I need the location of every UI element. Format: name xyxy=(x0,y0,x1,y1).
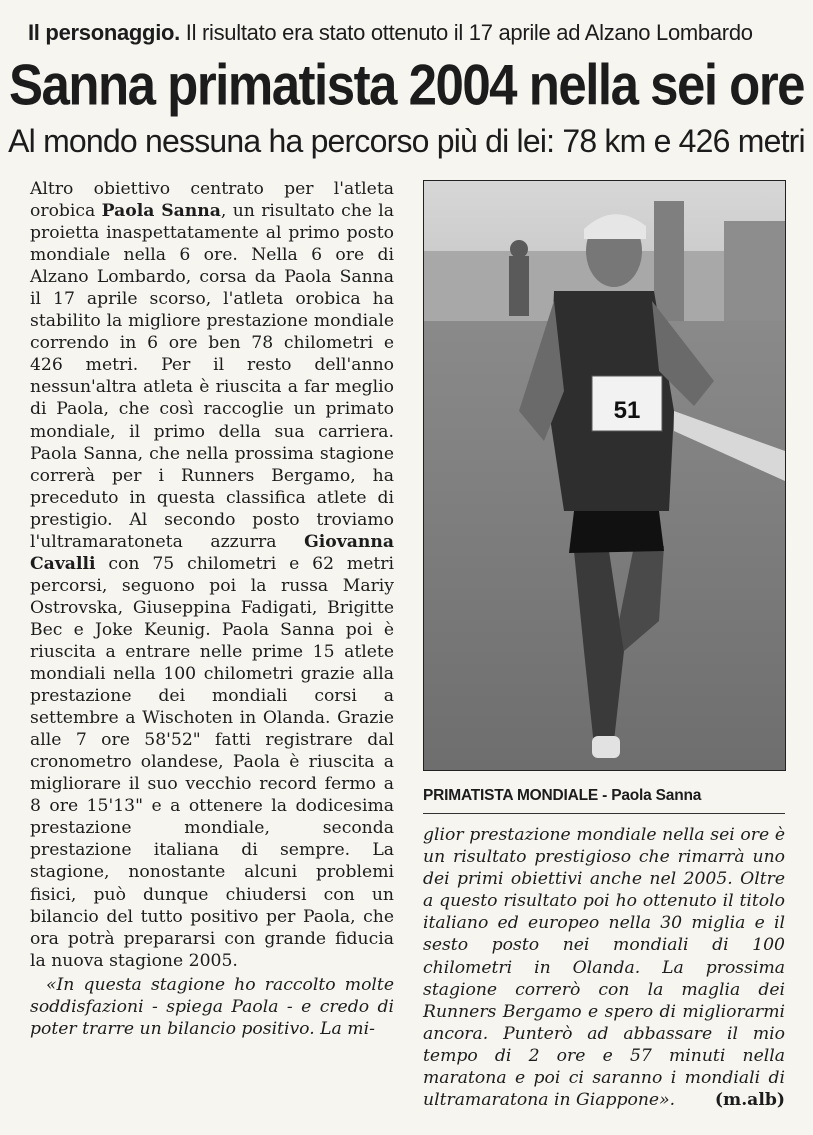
body-text: con 75 chilometri e 62 metri percorsi, seguono poi la russa Mariy Ostrovska, Giuseppina Fadigati, Brigitte Bec e Joke Keunig. Paola Sanna poi è riuscita a entrare nelle prime 15 atlete mondiali nella 100 chilometri grazie alla prestazione dei mondiali corsi a settembre a Wischoten in Olanda. Grazie alle 7 ore 58'52" fatti registrare dal cronometro olandese, Paola è riuscita a migliorare il suo vecchio record fermo a 8 ore 15'13" e a ottenere la dodicesima prestazione mondiale, seconda prestazione italiana di sempre. La stagione, nonostante alcuni problemi fisici, può dunque chiudersi con un bilancio del tutto positivo per Paola, che ora potrà prepararsi con grande fiducia la nuova stagione 2005. xyxy=(30,553,394,971)
quote-text: glior prestazione mondiale nella sei ore è un risultato prestigioso che rimarrà uno dei primi obiettivi anche nel 2005. Oltre a questo risultato poi ho ottenuto il titolo italiano ed europeo nella 30 miglia e il sesto posto nei mondiali di 100 chilometri in Olanda. La prossima stagione correrò con la maglia dei Runners Bergamo e spero di migliorarmi ancora. Punterò ad abbassare il mio tempo di 2 ore e 57 minuti nella maratona e poi ci saranno i mondiali di ultramaratona in Giappone». xyxy=(423,825,785,1111)
article-body-column-right xyxy=(423,824,785,1111)
kicker-text: Il risultato era stato ottenuto il 17 aprile ad Alzano Lombardo xyxy=(185,20,753,45)
athlete-photo xyxy=(423,180,786,771)
caption-name: Paola Sanna xyxy=(611,787,702,804)
caption-separator: - xyxy=(598,787,612,804)
article-kicker xyxy=(28,20,753,46)
athlete-name: Paola Sanna xyxy=(101,201,221,222)
article-headline: Sanna primatista 2004 nella sei ore xyxy=(8,53,805,117)
article-body-column-left xyxy=(30,178,394,1040)
caption-label: PRIMATISTA MONDIALE xyxy=(423,787,599,804)
body-text: Altro obiettivo centrato per l'atleta orobica xyxy=(30,179,394,222)
bib-number: 51 xyxy=(613,397,641,424)
author-byline: (m.alb) xyxy=(714,1090,785,1111)
caption-divider xyxy=(423,813,785,814)
quote-paragraph: «In questa stagione ho raccolto molte soddisfazioni - spiega Paola - e credo di poter trarre un bilancio positivo. La mi- xyxy=(30,974,394,1039)
quote-continuation xyxy=(423,824,785,1111)
body-text: , un risultato che la proietta inaspettatamente al primo posto mondiale nella 6 ore. Nella 6 ore di Alzano Lombardo, corsa da Paola Sanna il 17 aprile scorso, l'atleta orobica ha stabilito la migliore prestazione mondiale correndo in 6 ore ben 78 chilometri e 426 metri. Per il resto dell'anno nessun'altra atleta è riuscita a far meglio di Paola, che così raccoglie un primato mondiale, il primo della sua carriera. Paola Sanna, che nella prossima stagione correrà per i Runners Bergamo, ha preceduto in questa classifica atlete di prestigio. Al secondo posto troviamo l'ultramaratoneta azzurra xyxy=(30,201,395,552)
photo-caption xyxy=(423,787,785,805)
article-paragraph xyxy=(30,178,394,972)
athlete-name: Giovanna Cavalli xyxy=(30,531,394,574)
article-subheadline: Al mondo nessuna ha percorso più di lei: 78 km e 426 metri xyxy=(8,123,805,159)
kicker-label: Il personaggio. xyxy=(28,20,180,45)
